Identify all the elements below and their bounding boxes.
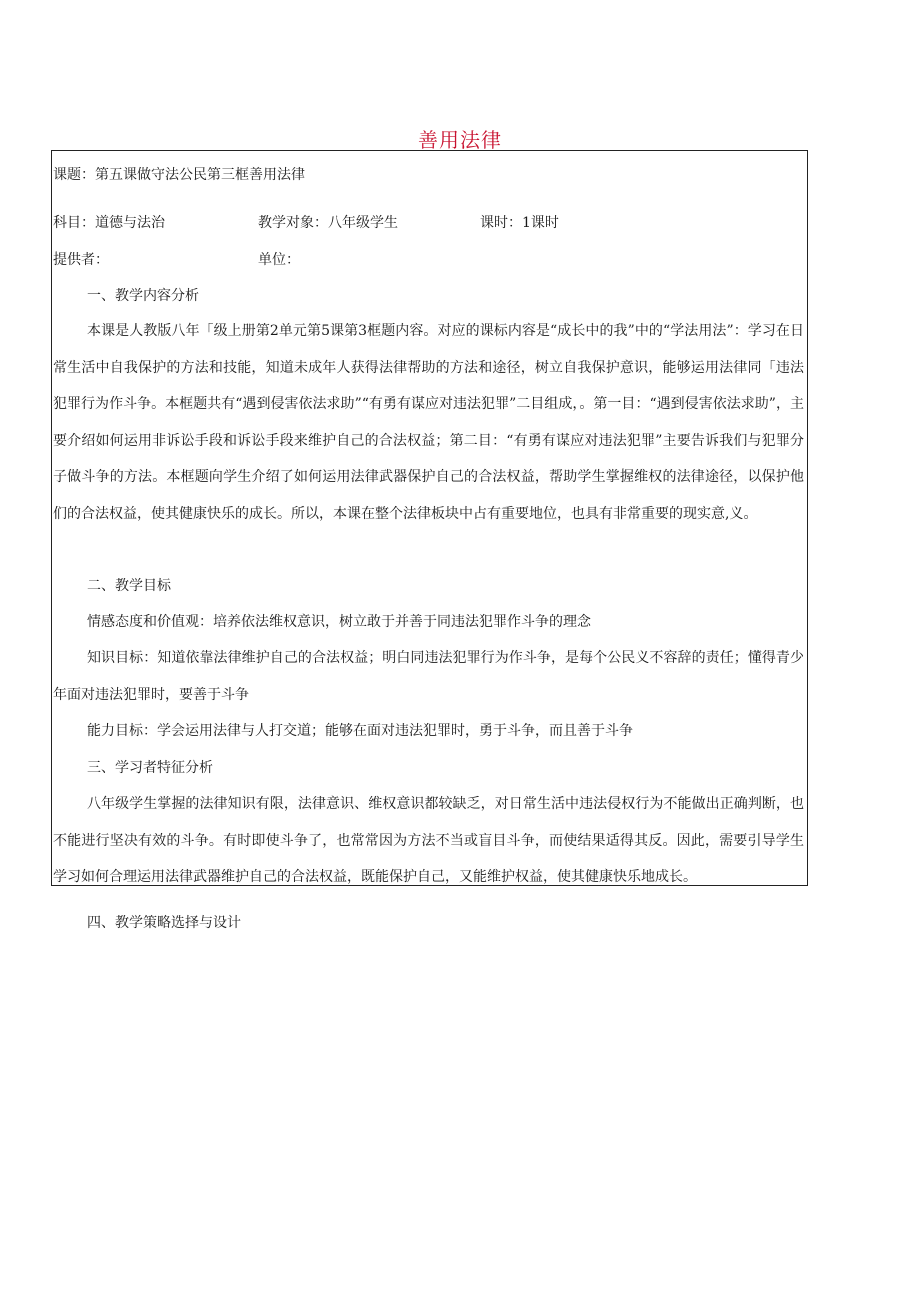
subject-field: 科目：道德与法治	[53, 215, 165, 231]
section-heading-learner-analysis: 三、学习者特征分析	[87, 760, 213, 776]
audience-field: 教学对象：八年级学生	[258, 215, 398, 231]
content-analysis-paragraph: 本课是人教版八年「级上册第2单元第5课第3框题内容。对应的课标内容是“成长中的我”中的“学法用法”：学习在日常生活中自我保护的方法和技能，知道未成年人获得法律帮助的方法和途径，树立自我保护意识，能够运用法律同「违法犯罪行为作斗争。本框题共有“遇到侵害依法求助”“有勇有谋应对违法犯罪”二目组成，。第一目：“遇到侵害依法求助”，主要介绍如何运用非诉讼手段和诉讼手段来维护自己的合法权益；第二目：“有勇有谋应对违法犯罪”主要告诉我们与犯罪分子做斗争的方法。本框题向学生介绍了如何运用法律武器保护自己的合法权益，帮助学生掌握维权的法律途径，以保护他们的合法权益，使其健康快乐的成长。所以，本课在整个法律板块中占有重要地位，也具有非常重要的现实意,义。	[53, 323, 804, 522]
provider-field: 提供者：	[53, 252, 109, 268]
section-heading-strategy-design: 四、教学策略选择与设计	[87, 915, 241, 931]
goal-knowledge-paragraph: 知识目标：知道依靠法律维护自己的合法权益；明白同违法犯罪行为作斗争，是每个公民义不容辞的责任；懂得青少年面对违法犯罪时，要善于斗争	[53, 650, 804, 703]
document-title: 善用法律	[418, 128, 502, 152]
goal-ability-paragraph: 能力目标：学会运用法律与人打交道；能够在面对违法犯罪时，勇于斗争，而且善于斗争	[87, 723, 633, 739]
section-heading-content-analysis: 一、教学内容分析	[87, 288, 199, 304]
section-heading-teaching-goals: 二、教学目标	[87, 578, 171, 594]
unit-field: 单位：	[258, 252, 300, 268]
learner-analysis-paragraph: 八年级学生掌握的法律知识有限，法律意识、维权意识都较缺乏，对日常生活中违法侵权行为不能做出正确判断，也不能进行坚决有效的斗争。有时即使斗争了，也常常因为方法不当或盲目斗争，而使结果适得其反。因此，需要引导学生学习如何合理运用法律武器维护自己的合法权益，既能保护自己，又能维护权益，使其健康快乐地成长。	[53, 796, 804, 885]
hours-field: 课时：1课时	[480, 215, 559, 231]
goal-emotion-paragraph: 情感态度和价值观：培养依法维权意识，树立敢于并善于同违法犯罪作斗争的理念	[87, 614, 591, 630]
topic-line: 课题：第五课做守法公民第三框善用法律	[53, 167, 305, 183]
